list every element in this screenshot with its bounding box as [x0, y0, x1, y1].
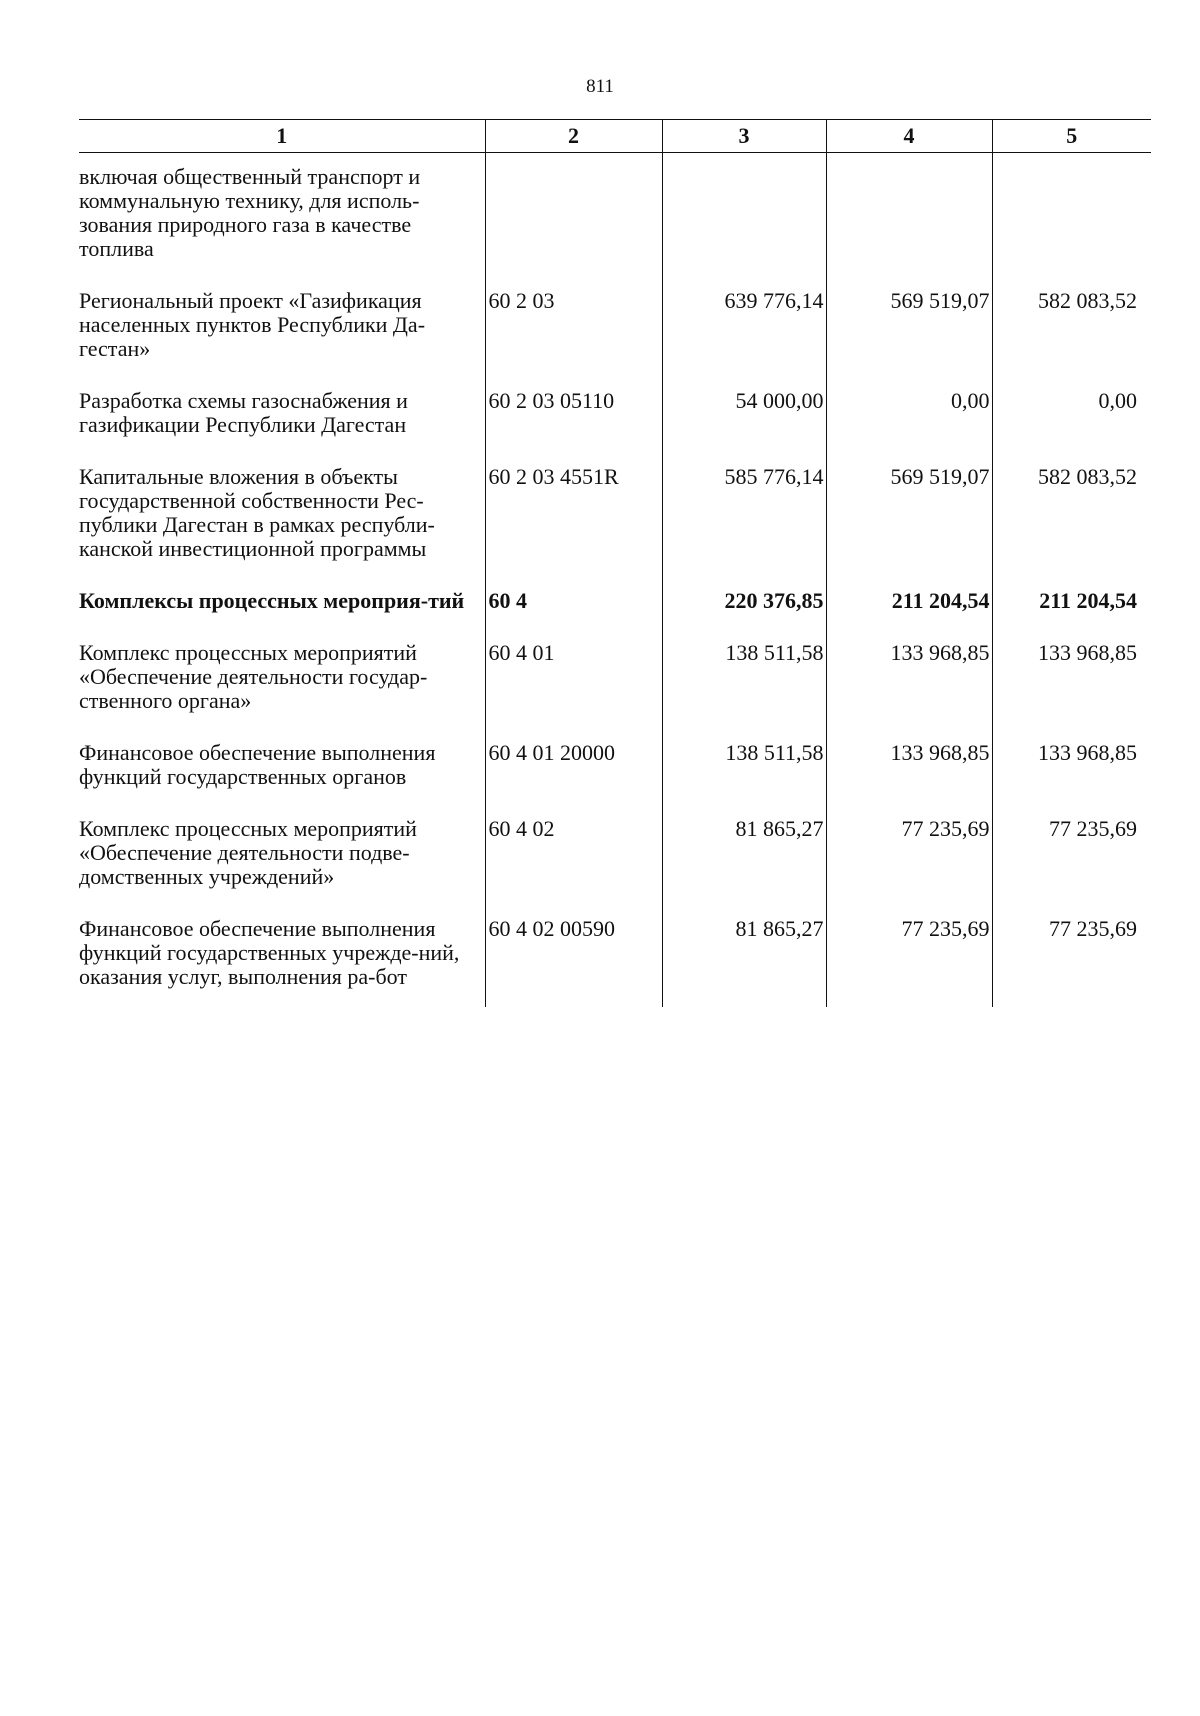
row-code — [485, 153, 662, 280]
row-value-col3: 138 511,58 — [662, 731, 826, 807]
row-name: Комплекс процессных мероприятий «Обеспечение деятельности государ-ственного органа» — [79, 640, 428, 713]
column-header-1: 1 — [79, 120, 485, 153]
row-value-col3: 138 511,58 — [662, 631, 826, 731]
row-value-col4 — [826, 153, 992, 280]
row-value-col3: 220 376,85 — [662, 579, 826, 631]
table-body — [79, 153, 1151, 1008]
row-value-col3: 639 776,14 — [662, 279, 826, 379]
table-row — [79, 907, 1151, 1007]
row-name: Комплекс процессных мероприятий «Обеспечение деятельности подве-домственных учреждений» — [79, 816, 417, 889]
row-code: 60 4 01 20000 — [485, 731, 662, 807]
table-row — [79, 807, 1151, 907]
row-name: Финансовое обеспечение выполнения функций государственных учрежде-ний, оказания услуг, выполнения ра-бот — [79, 916, 460, 989]
column-header-3: 3 — [662, 120, 826, 153]
row-code: 60 4 02 — [485, 807, 662, 907]
row-name: Финансовое обеспечение выполнения функций государственных органов — [79, 740, 436, 789]
row-value-col4: 133 968,85 — [826, 631, 992, 731]
row-value-col4: 569 519,07 — [826, 279, 992, 379]
row-code: 60 4 — [485, 579, 662, 631]
table-row — [79, 279, 1151, 379]
row-value-col4: 77 235,69 — [826, 907, 992, 1007]
row-name: Капитальные вложения в объекты государственной собственности Рес-публики Дагестан в рамках республи-канской инвестиционной программы — [79, 464, 435, 561]
row-value-col3: 81 865,27 — [662, 907, 826, 1007]
row-value-col5: 77 235,69 — [992, 907, 1151, 1007]
table-row — [79, 631, 1151, 731]
row-code: 60 4 02 00590 — [485, 907, 662, 1007]
row-value-col5: 582 083,52 — [992, 279, 1151, 379]
table-row — [79, 455, 1151, 579]
row-value-col5 — [992, 153, 1151, 280]
row-value-col5: 211 204,54 — [992, 579, 1151, 631]
row-value-col3 — [662, 153, 826, 280]
row-value-col5: 133 968,85 — [992, 631, 1151, 731]
row-value-col4: 0,00 — [826, 379, 992, 455]
table-row — [79, 731, 1151, 807]
row-value-col3: 585 776,14 — [662, 455, 826, 579]
row-value-col5: 77 235,69 — [992, 807, 1151, 907]
row-value-col4: 133 968,85 — [826, 731, 992, 807]
page-number: 811 — [586, 76, 614, 97]
row-value-col5: 133 968,85 — [992, 731, 1151, 807]
row-name: включая общественный транспорт и коммунальную технику, для исполь-зования природного газа в качестве топлива — [79, 164, 421, 261]
row-value-col4: 569 519,07 — [826, 455, 992, 579]
row-code: 60 2 03 05110 — [485, 379, 662, 455]
column-header-2: 2 — [485, 120, 662, 153]
table-row — [79, 153, 1151, 280]
row-code: 60 2 03 4551R — [485, 455, 662, 579]
row-code: 60 4 01 — [485, 631, 662, 731]
table-header-row — [79, 120, 1151, 153]
row-value-col5: 582 083,52 — [992, 455, 1151, 579]
row-value-col5: 0,00 — [992, 379, 1151, 455]
table-row-total — [79, 579, 1151, 631]
row-name: Региональный проект «Газификация населенных пунктов Республики Да-гестан» — [79, 288, 426, 361]
row-name: Комплексы процессных мероприя-тий — [79, 588, 465, 613]
row-value-col4: 211 204,54 — [826, 579, 992, 631]
row-name: Разработка схемы газоснабжения и газификации Республики Дагестан — [79, 388, 408, 437]
budget-table — [79, 119, 1151, 1007]
row-value-col4: 77 235,69 — [826, 807, 992, 907]
column-header-5: 5 — [992, 120, 1151, 153]
row-value-col3: 81 865,27 — [662, 807, 826, 907]
column-header-4: 4 — [826, 120, 992, 153]
row-value-col3: 54 000,00 — [662, 379, 826, 455]
table-row — [79, 379, 1151, 455]
row-code: 60 2 03 — [485, 279, 662, 379]
